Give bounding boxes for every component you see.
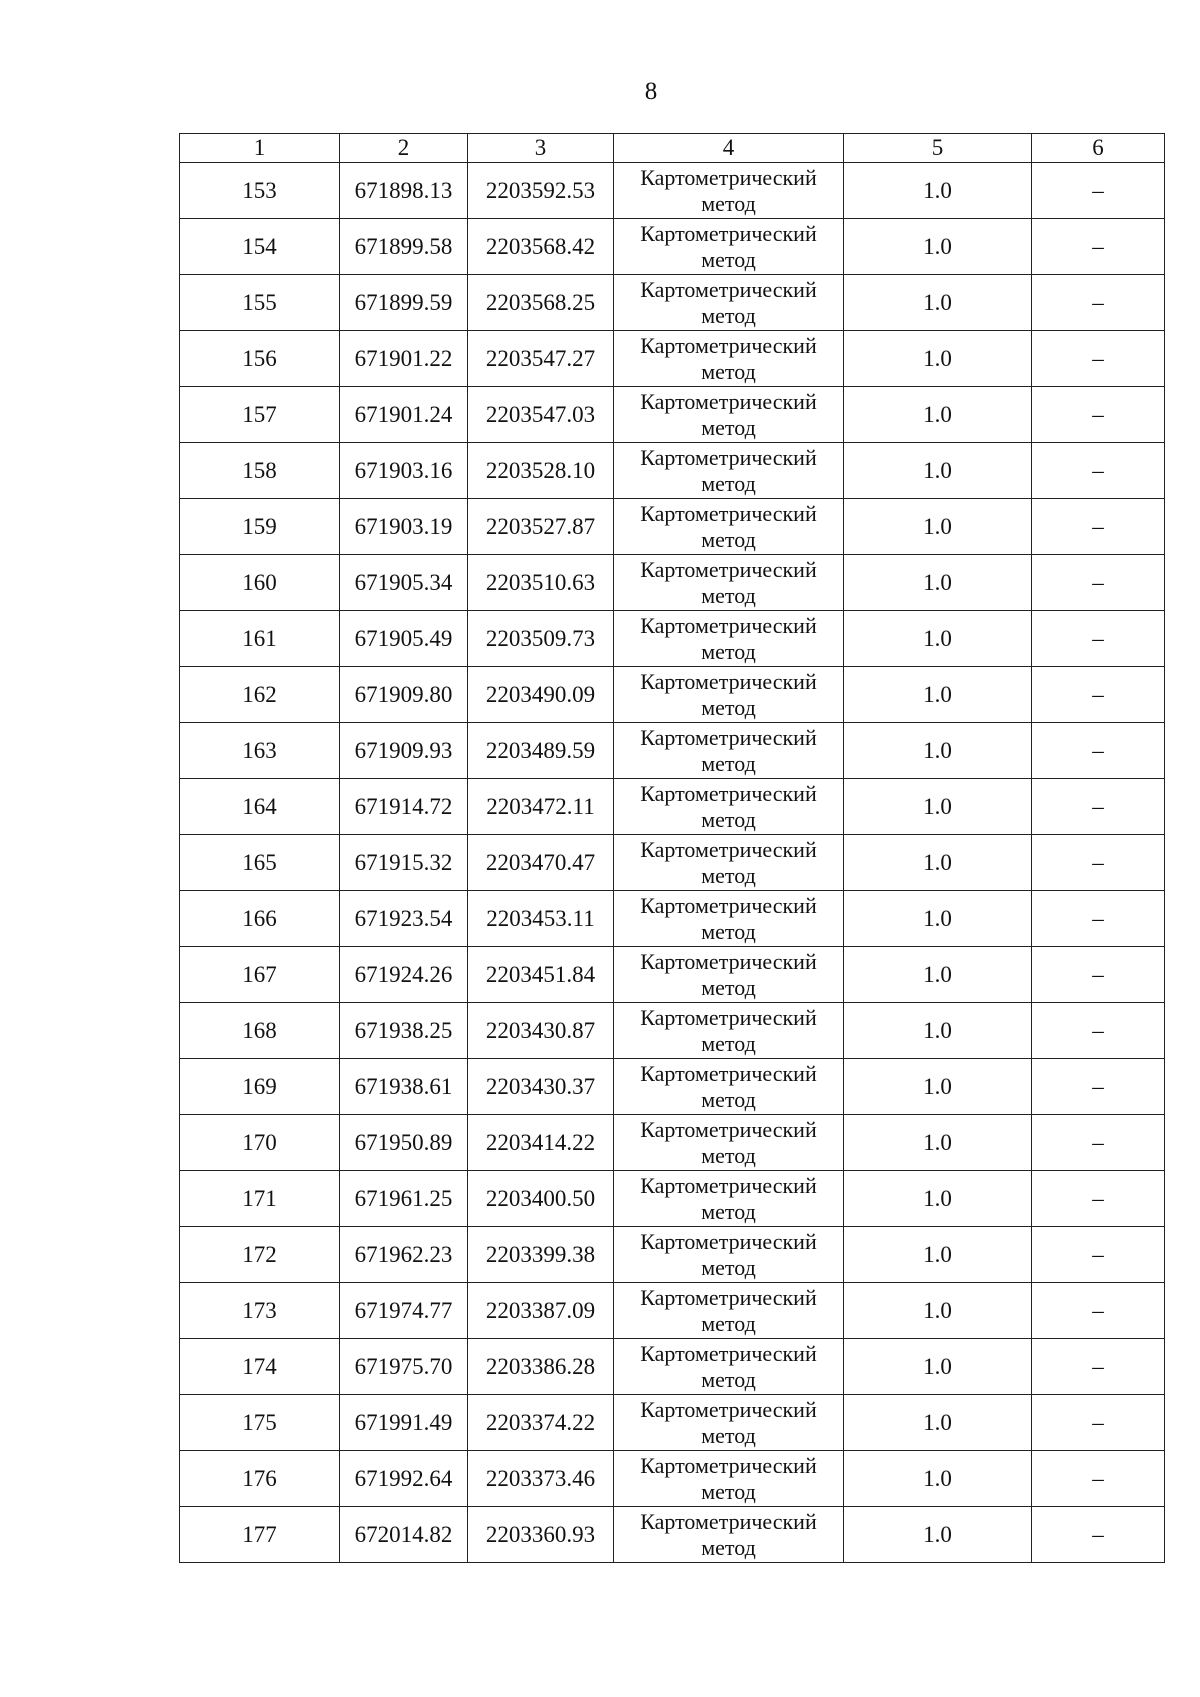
point-number-cell: 175 — [180, 1395, 340, 1451]
method-line-2: метод — [701, 974, 756, 1000]
method-line-1: Картометрический — [640, 556, 817, 582]
accuracy-cell: 1.0 — [844, 275, 1032, 331]
accuracy-cell: 1.0 — [844, 499, 1032, 555]
y-coordinate-cell: 2203453.11 — [468, 891, 614, 947]
method-line-2: метод — [701, 414, 756, 440]
x-coordinate-cell: 671950.89 — [340, 1115, 468, 1171]
note-cell: – — [1032, 1395, 1165, 1451]
method-line-1: Картометрический — [640, 388, 817, 414]
point-number-cell: 172 — [180, 1227, 340, 1283]
note-cell: – — [1032, 387, 1165, 443]
x-coordinate-cell: 671909.93 — [340, 723, 468, 779]
method-cell — [614, 1171, 844, 1227]
method-cell — [614, 667, 844, 723]
method-cell — [614, 1283, 844, 1339]
method-line-1: Картометрический — [640, 668, 817, 694]
method-cell — [614, 1451, 844, 1507]
method-cell — [614, 219, 844, 275]
note-cell: – — [1032, 779, 1165, 835]
header-col-6: 6 — [1032, 134, 1165, 163]
x-coordinate-cell: 671938.25 — [340, 1003, 468, 1059]
x-coordinate-cell: 672014.82 — [340, 1507, 468, 1563]
header-col-1: 1 — [180, 134, 340, 163]
y-coordinate-cell: 2203374.22 — [468, 1395, 614, 1451]
point-number-cell: 159 — [180, 499, 340, 555]
x-coordinate-cell: 671909.80 — [340, 667, 468, 723]
x-coordinate-cell: 671975.70 — [340, 1339, 468, 1395]
accuracy-cell: 1.0 — [844, 891, 1032, 947]
y-coordinate-cell: 2203430.87 — [468, 1003, 614, 1059]
table-row — [180, 219, 1165, 275]
accuracy-cell: 1.0 — [844, 947, 1032, 1003]
note-cell: – — [1032, 443, 1165, 499]
note-cell: – — [1032, 1115, 1165, 1171]
y-coordinate-cell: 2203528.10 — [468, 443, 614, 499]
accuracy-cell: 1.0 — [844, 331, 1032, 387]
x-coordinate-cell: 671903.19 — [340, 499, 468, 555]
y-coordinate-cell: 2203414.22 — [468, 1115, 614, 1171]
y-coordinate-cell: 2203451.84 — [468, 947, 614, 1003]
point-number-cell: 156 — [180, 331, 340, 387]
method-cell — [614, 443, 844, 499]
table-row — [180, 947, 1165, 1003]
y-coordinate-cell: 2203472.11 — [468, 779, 614, 835]
point-number-cell: 165 — [180, 835, 340, 891]
method-line-2: метод — [701, 862, 756, 888]
x-coordinate-cell: 671924.26 — [340, 947, 468, 1003]
method-line-1: Картометрический — [640, 1340, 817, 1366]
table-row — [180, 1451, 1165, 1507]
point-number-cell: 164 — [180, 779, 340, 835]
method-line-1: Картометрический — [640, 1508, 817, 1534]
point-number-cell: 173 — [180, 1283, 340, 1339]
method-line-1: Картометрический — [640, 220, 817, 246]
table-row — [180, 667, 1165, 723]
method-line-2: метод — [701, 1478, 756, 1504]
y-coordinate-cell: 2203568.25 — [468, 275, 614, 331]
method-line-2: метод — [701, 1142, 756, 1168]
note-cell: – — [1032, 275, 1165, 331]
y-coordinate-cell: 2203490.09 — [468, 667, 614, 723]
point-number-cell: 170 — [180, 1115, 340, 1171]
method-line-1: Картометрический — [640, 276, 817, 302]
method-line-2: метод — [701, 190, 756, 216]
header-col-4: 4 — [614, 134, 844, 163]
accuracy-cell: 1.0 — [844, 1059, 1032, 1115]
table-row — [180, 835, 1165, 891]
method-line-1: Картометрический — [640, 1228, 817, 1254]
note-cell: – — [1032, 499, 1165, 555]
header-col-3: 3 — [468, 134, 614, 163]
method-line-2: метод — [701, 806, 756, 832]
method-line-2: метод — [701, 582, 756, 608]
table-row — [180, 1507, 1165, 1563]
method-cell — [614, 499, 844, 555]
note-cell: – — [1032, 219, 1165, 275]
method-line-1: Картометрический — [640, 444, 817, 470]
method-cell — [614, 947, 844, 1003]
method-cell — [614, 331, 844, 387]
method-line-2: метод — [701, 1030, 756, 1056]
y-coordinate-cell: 2203509.73 — [468, 611, 614, 667]
accuracy-cell: 1.0 — [844, 443, 1032, 499]
accuracy-cell: 1.0 — [844, 1339, 1032, 1395]
note-cell: – — [1032, 1339, 1165, 1395]
table-row — [180, 1059, 1165, 1115]
table-row — [180, 891, 1165, 947]
x-coordinate-cell: 671914.72 — [340, 779, 468, 835]
method-cell — [614, 1003, 844, 1059]
accuracy-cell: 1.0 — [844, 1283, 1032, 1339]
note-cell: – — [1032, 1451, 1165, 1507]
point-number-cell: 155 — [180, 275, 340, 331]
method-line-2: метод — [701, 302, 756, 328]
point-number-cell: 176 — [180, 1451, 340, 1507]
x-coordinate-cell: 671905.49 — [340, 611, 468, 667]
accuracy-cell: 1.0 — [844, 1227, 1032, 1283]
point-number-cell: 163 — [180, 723, 340, 779]
method-line-2: метод — [701, 470, 756, 496]
table-row — [180, 723, 1165, 779]
accuracy-cell: 1.0 — [844, 1171, 1032, 1227]
method-line-1: Картометрический — [640, 780, 817, 806]
method-cell — [614, 1507, 844, 1563]
x-coordinate-cell: 671915.32 — [340, 835, 468, 891]
page-number: 8 — [644, 78, 658, 105]
method-line-1: Картометрический — [640, 892, 817, 918]
accuracy-cell: 1.0 — [844, 1003, 1032, 1059]
method-line-1: Картометрический — [640, 332, 817, 358]
method-line-1: Картометрический — [640, 1396, 817, 1422]
y-coordinate-cell: 2203360.93 — [468, 1507, 614, 1563]
x-coordinate-cell: 671992.64 — [340, 1451, 468, 1507]
y-coordinate-cell: 2203430.37 — [468, 1059, 614, 1115]
y-coordinate-cell: 2203400.50 — [468, 1171, 614, 1227]
y-coordinate-cell: 2203592.53 — [468, 163, 614, 219]
y-coordinate-cell: 2203547.27 — [468, 331, 614, 387]
method-line-2: метод — [701, 1534, 756, 1560]
method-line-2: метод — [701, 694, 756, 720]
x-coordinate-cell: 671974.77 — [340, 1283, 468, 1339]
method-cell — [614, 835, 844, 891]
y-coordinate-cell: 2203568.42 — [468, 219, 614, 275]
accuracy-cell: 1.0 — [844, 723, 1032, 779]
method-line-1: Картометрический — [640, 1172, 817, 1198]
note-cell: – — [1032, 947, 1165, 1003]
header-col-5: 5 — [844, 134, 1032, 163]
accuracy-cell: 1.0 — [844, 1451, 1032, 1507]
table-body — [180, 163, 1165, 1563]
method-cell — [614, 555, 844, 611]
method-cell — [614, 1115, 844, 1171]
y-coordinate-cell: 2203470.47 — [468, 835, 614, 891]
note-cell: – — [1032, 163, 1165, 219]
accuracy-cell: 1.0 — [844, 1395, 1032, 1451]
method-cell — [614, 387, 844, 443]
point-number-cell: 154 — [180, 219, 340, 275]
method-cell — [614, 1227, 844, 1283]
y-coordinate-cell: 2203387.09 — [468, 1283, 614, 1339]
note-cell: – — [1032, 1171, 1165, 1227]
method-line-1: Картометрический — [640, 948, 817, 974]
point-number-cell: 162 — [180, 667, 340, 723]
note-cell: – — [1032, 1059, 1165, 1115]
x-coordinate-cell: 671898.13 — [340, 163, 468, 219]
method-cell — [614, 1059, 844, 1115]
method-line-2: метод — [701, 1086, 756, 1112]
table-row — [180, 443, 1165, 499]
y-coordinate-cell: 2203527.87 — [468, 499, 614, 555]
method-cell — [614, 163, 844, 219]
table-row — [180, 1339, 1165, 1395]
method-line-1: Картометрический — [640, 500, 817, 526]
method-line-2: метод — [701, 1422, 756, 1448]
accuracy-cell: 1.0 — [844, 611, 1032, 667]
table-row — [180, 275, 1165, 331]
method-cell — [614, 1339, 844, 1395]
point-number-cell: 160 — [180, 555, 340, 611]
x-coordinate-cell: 671961.25 — [340, 1171, 468, 1227]
table-row — [180, 499, 1165, 555]
table-row — [180, 163, 1165, 219]
note-cell: – — [1032, 555, 1165, 611]
table-row — [180, 387, 1165, 443]
note-cell: – — [1032, 723, 1165, 779]
note-cell: – — [1032, 891, 1165, 947]
table-row — [180, 611, 1165, 667]
x-coordinate-cell: 671901.22 — [340, 331, 468, 387]
note-cell: – — [1032, 331, 1165, 387]
table-row — [180, 1115, 1165, 1171]
method-line-1: Картометрический — [640, 1284, 817, 1310]
accuracy-cell: 1.0 — [844, 219, 1032, 275]
method-line-2: метод — [701, 1366, 756, 1392]
table-row — [180, 331, 1165, 387]
header-col-2: 2 — [340, 134, 468, 163]
note-cell: – — [1032, 1003, 1165, 1059]
method-line-1: Картометрический — [640, 836, 817, 862]
table-row — [180, 1003, 1165, 1059]
point-number-cell: 153 — [180, 163, 340, 219]
table-row — [180, 1395, 1165, 1451]
coordinates-table — [179, 133, 1165, 1563]
y-coordinate-cell: 2203489.59 — [468, 723, 614, 779]
x-coordinate-cell: 671905.34 — [340, 555, 468, 611]
point-number-cell: 157 — [180, 387, 340, 443]
method-line-2: метод — [701, 638, 756, 664]
y-coordinate-cell: 2203547.03 — [468, 387, 614, 443]
x-coordinate-cell: 671962.23 — [340, 1227, 468, 1283]
accuracy-cell: 1.0 — [844, 779, 1032, 835]
x-coordinate-cell: 671923.54 — [340, 891, 468, 947]
point-number-cell: 158 — [180, 443, 340, 499]
method-cell — [614, 275, 844, 331]
point-number-cell: 167 — [180, 947, 340, 1003]
method-cell — [614, 779, 844, 835]
point-number-cell: 161 — [180, 611, 340, 667]
method-line-1: Картометрический — [640, 1116, 817, 1142]
method-cell — [614, 1395, 844, 1451]
y-coordinate-cell: 2203510.63 — [468, 555, 614, 611]
note-cell: – — [1032, 1507, 1165, 1563]
y-coordinate-cell: 2203373.46 — [468, 1451, 614, 1507]
method-line-1: Картометрический — [640, 164, 817, 190]
method-line-1: Картометрический — [640, 612, 817, 638]
accuracy-cell: 1.0 — [844, 163, 1032, 219]
x-coordinate-cell: 671991.49 — [340, 1395, 468, 1451]
table-row — [180, 1227, 1165, 1283]
method-line-1: Картометрический — [640, 1060, 817, 1086]
method-cell — [614, 611, 844, 667]
header-row — [180, 134, 1165, 163]
table-row — [180, 1171, 1165, 1227]
accuracy-cell: 1.0 — [844, 835, 1032, 891]
accuracy-cell: 1.0 — [844, 555, 1032, 611]
method-line-2: метод — [701, 1198, 756, 1224]
method-cell — [614, 723, 844, 779]
method-line-2: метод — [701, 1310, 756, 1336]
note-cell: – — [1032, 667, 1165, 723]
accuracy-cell: 1.0 — [844, 1115, 1032, 1171]
x-coordinate-cell: 671899.59 — [340, 275, 468, 331]
table-row — [180, 1283, 1165, 1339]
point-number-cell: 171 — [180, 1171, 340, 1227]
method-line-1: Картометрический — [640, 724, 817, 750]
method-line-2: метод — [701, 750, 756, 776]
note-cell: – — [1032, 1283, 1165, 1339]
method-cell — [614, 891, 844, 947]
method-line-2: метод — [701, 246, 756, 272]
method-line-2: метод — [701, 526, 756, 552]
accuracy-cell: 1.0 — [844, 387, 1032, 443]
x-coordinate-cell: 671938.61 — [340, 1059, 468, 1115]
note-cell: – — [1032, 835, 1165, 891]
point-number-cell: 169 — [180, 1059, 340, 1115]
point-number-cell: 166 — [180, 891, 340, 947]
point-number-cell: 177 — [180, 1507, 340, 1563]
accuracy-cell: 1.0 — [844, 1507, 1032, 1563]
method-line-2: метод — [701, 1254, 756, 1280]
x-coordinate-cell: 671899.58 — [340, 219, 468, 275]
point-number-cell: 168 — [180, 1003, 340, 1059]
table-row — [180, 779, 1165, 835]
table-row — [180, 555, 1165, 611]
method-line-1: Картометрический — [640, 1004, 817, 1030]
point-number-cell: 174 — [180, 1339, 340, 1395]
y-coordinate-cell: 2203386.28 — [468, 1339, 614, 1395]
x-coordinate-cell: 671903.16 — [340, 443, 468, 499]
accuracy-cell: 1.0 — [844, 667, 1032, 723]
y-coordinate-cell: 2203399.38 — [468, 1227, 614, 1283]
x-coordinate-cell: 671901.24 — [340, 387, 468, 443]
method-line-2: метод — [701, 358, 756, 384]
method-line-1: Картометрический — [640, 1452, 817, 1478]
method-line-2: метод — [701, 918, 756, 944]
note-cell: – — [1032, 1227, 1165, 1283]
note-cell: – — [1032, 611, 1165, 667]
